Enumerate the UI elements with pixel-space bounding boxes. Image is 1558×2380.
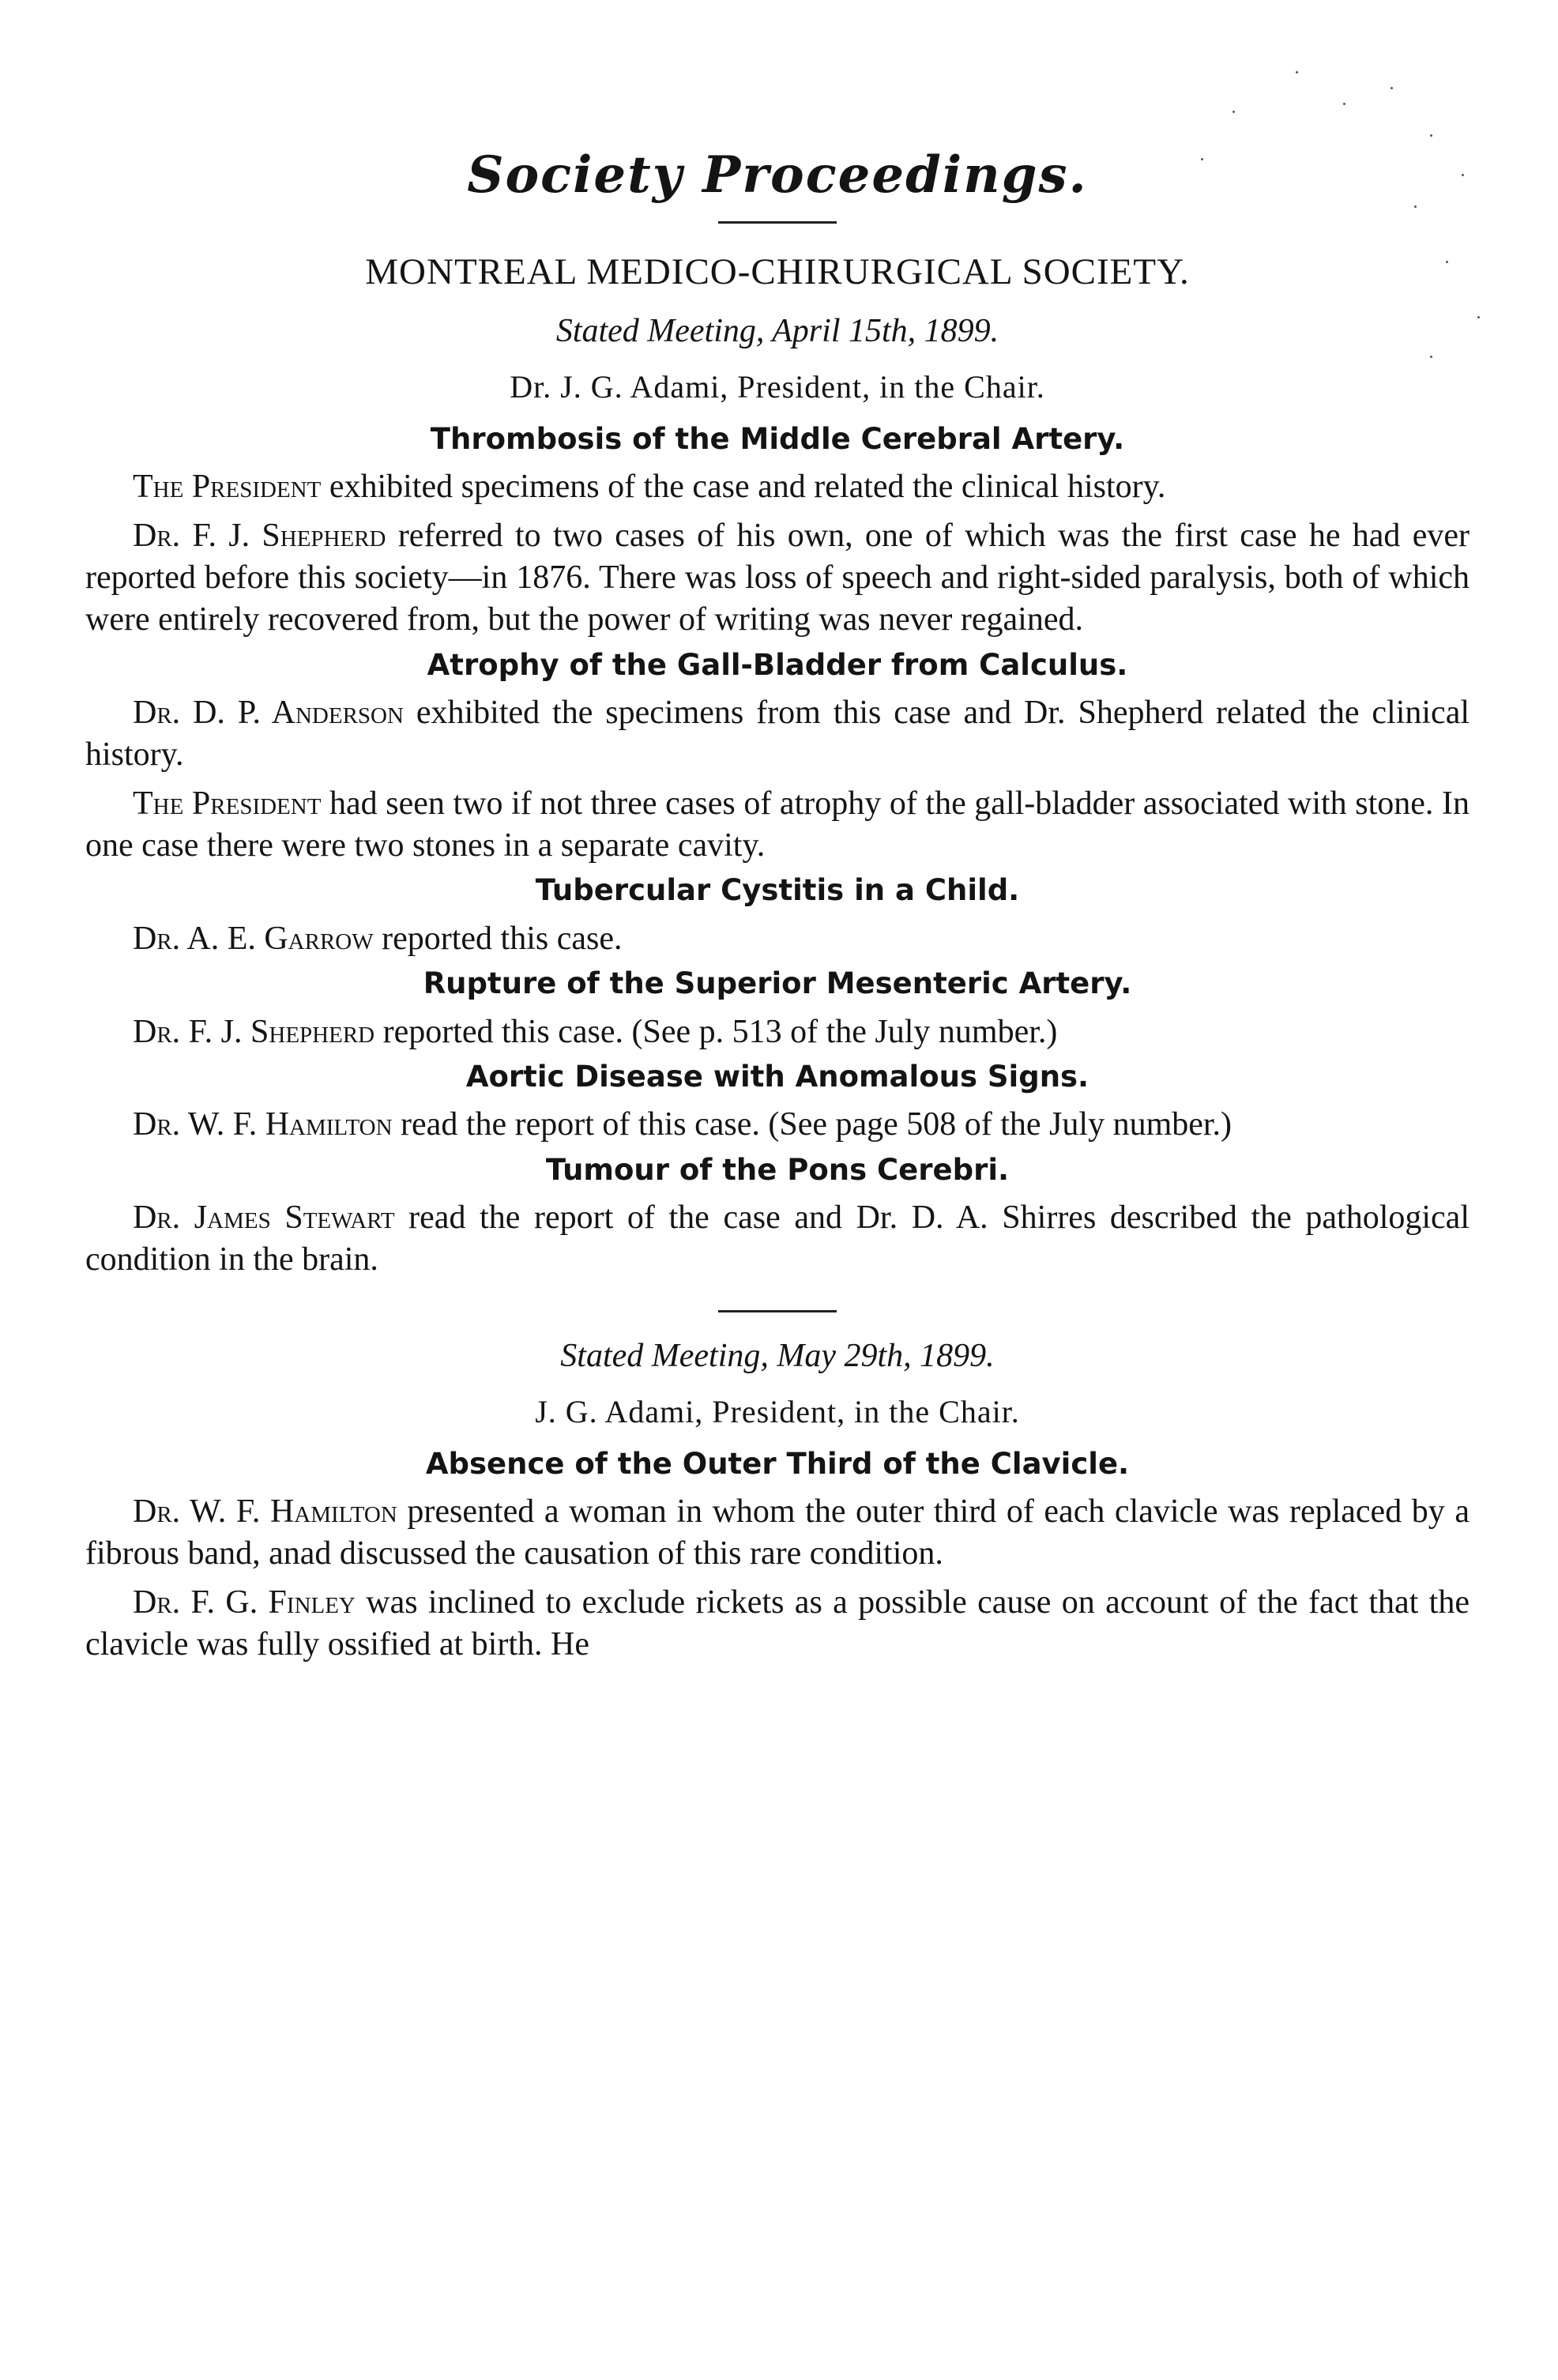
paragraph-text: reported this case.: [373, 920, 623, 957]
section-heading: Tubercular Cystitis in a Child.: [535, 873, 1020, 908]
paragraph-text: reported this case. (See p. 513 of the July number.): [374, 1013, 1058, 1050]
masthead-title: Society Proceedings.: [467, 145, 1088, 205]
speaker-name: Dr. D. P. Anderson: [133, 695, 404, 732]
section-heading: Tumour of the Pons Cerebri.: [545, 1152, 1010, 1187]
speaker-name: Dr. F. G. Finley: [133, 1584, 356, 1621]
paragraph-text: read the report of this case. (See page 508 of the July number.): [392, 1106, 1232, 1143]
paragraph-text: had seen two if not three cases of atrophy of the gall-bladder associated with stone. In one case there were two stones in a separate cavity.: [85, 785, 1470, 864]
section-heading: Rupture of the Superior Mesenteric Artery.: [423, 966, 1132, 1001]
section-paragraph: [85, 918, 1470, 960]
speaker-name: Dr. W. F. Hamilton: [133, 1106, 393, 1143]
paragraph-text: read the report of the case and Dr. D. A. Shirres described the pathological condition in the brain.: [85, 1199, 1470, 1278]
report-section: [85, 1447, 1470, 1666]
speaker-name: Dr. A. E. Garrow: [133, 920, 374, 957]
paragraph-text: exhibited specimens of the case and related the clinical history.: [321, 469, 1166, 506]
section-paragraph: [85, 515, 1470, 642]
speaker-name: Dr. F. J. Shepherd: [133, 517, 386, 554]
speaker-name: The President: [133, 469, 322, 506]
report-section: [85, 1153, 1470, 1282]
speaker-name: Dr. F. J. Shepherd: [133, 1013, 375, 1050]
section-heading: Aortic Disease with Anomalous Signs.: [465, 1059, 1089, 1094]
section-paragraph: [85, 1104, 1470, 1146]
speaker-name: Dr. W. F. Hamilton: [133, 1493, 397, 1530]
meeting-chair: J. G. Adami, President, in the Chair.: [535, 1393, 1020, 1429]
section-paragraph: [85, 1491, 1470, 1576]
paragraph-text: presented a woman in whom the outer third of each clavicle was replaced by a fibrous band, anad discussed the causation of this rare condition.: [85, 1493, 1470, 1572]
paragraph-text: referred to two cases of his own, one of which was the first case he had ever reported before this society—in 1876. There was loss of speech and right-sided paralysis, both of which were entirely recovered from, but the power of writing was never regained.: [85, 517, 1470, 638]
section-paragraph: [85, 466, 1470, 508]
section-heading: Atrophy of the Gall-Bladder from Calculus.: [427, 647, 1128, 682]
section-paragraph: [85, 1197, 1470, 1282]
meeting-may: [85, 1339, 1470, 1666]
report-section: [85, 422, 1470, 642]
section-paragraph: [85, 1011, 1470, 1053]
section-paragraph: [85, 1582, 1470, 1666]
paragraph-text: exhibited the specimens from this case and Dr. Shepherd related the clinical history.: [85, 695, 1470, 774]
report-section: [85, 648, 1470, 868]
society-name: MONTREAL MEDICO-CHIRURGICAL SOCIETY.: [365, 251, 1190, 292]
speaker-name: The President: [133, 785, 322, 822]
document-page: [85, 145, 1470, 1672]
speaker-name: Dr. James Stewart: [133, 1199, 395, 1236]
section-paragraph: [85, 783, 1470, 868]
paragraph-text: was inclined to exclude rickets as a possible cause on account of the fact that the clavicle was fully ossified at birth. He: [85, 1584, 1470, 1663]
section-paragraph: [85, 692, 1470, 777]
meeting-divider: [718, 1310, 837, 1312]
section-heading: Thrombosis of the Middle Cerebral Artery.: [430, 422, 1125, 456]
meeting-april: [85, 314, 1470, 1282]
masthead-rule: [718, 221, 837, 224]
meeting-chair: Dr. J. G. Adami, President, in the Chair.: [510, 369, 1045, 405]
meeting-date: Stated Meeting, April 15th, 1899.: [555, 313, 999, 349]
section-heading: Absence of the Outer Third of the Clavicle.: [425, 1446, 1130, 1481]
report-section: [85, 873, 1470, 960]
meeting-date: Stated Meeting, May 29th, 1899.: [560, 1337, 995, 1374]
report-section: [85, 966, 1470, 1053]
report-section: [85, 1060, 1470, 1147]
